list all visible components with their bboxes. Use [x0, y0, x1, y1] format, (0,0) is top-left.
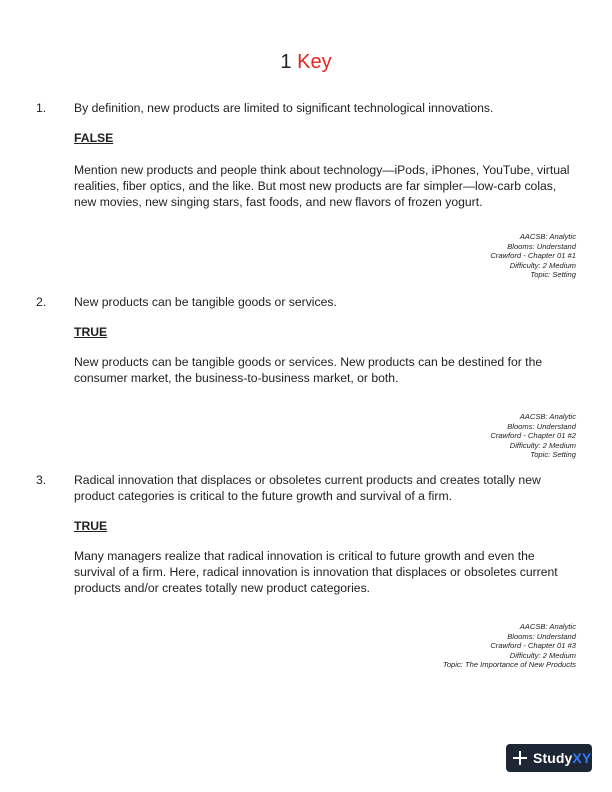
meta-topic: Topic: Setting [530, 270, 576, 280]
question-metadata [490, 232, 576, 280]
question-stem: New products can be tangible goods or services. [74, 295, 337, 309]
explanation: Many managers realize that radical innovation is critical to future growth and even the survival of a firm. Here, radical innovation is innovation that displaces or obsoletes current products and/or creates totally new product categories. [74, 549, 558, 595]
title-number: 1 [280, 51, 292, 73]
brand-part-2: XY [572, 750, 592, 766]
page-title [0, 50, 612, 74]
meta-source: Crawford - Chapter 01 #2 [490, 431, 576, 441]
brand-name [533, 750, 591, 766]
meta-aacsb: AACSB: Analytic [519, 232, 576, 241]
meta-source: Crawford - Chapter 01 #3 [490, 641, 576, 651]
meta-aacsb: AACSB: Analytic [519, 622, 576, 631]
studyxy-badge[interactable] [506, 744, 592, 772]
question-metadata [443, 622, 576, 670]
question-stem: Radical innovation that displaces or obsoletes current products and creates totally new product categories is critical to the future growth and survival of a firm. [74, 473, 541, 503]
meta-difficulty: Difficulty: 2 Medium [509, 650, 576, 660]
meta-topic: Topic: The Importance of New Products [442, 660, 576, 670]
plus-icon [513, 751, 527, 765]
brand-part-1: Study [533, 750, 573, 766]
answer-label: FALSE [74, 131, 114, 145]
meta-blooms: Blooms: Understand [507, 631, 576, 641]
explanation: New products can be tangible goods or services. New products can be destined for the consumer market, the business-to-business market, or both. [74, 355, 543, 385]
question-number: 1. [36, 101, 47, 115]
title-key: Key [297, 51, 332, 73]
answer-label: TRUE [74, 325, 108, 339]
explanation: Mention new products and people think about technology—iPods, iPhones, YouTube, virtual realities, fiber optics, and the like. But most new products are far simpler—low-carb colas, new movies, new singing stars, fast foods, and new flavors of frozen yogurt. [74, 163, 570, 209]
answer-label: TRUE [74, 519, 108, 533]
meta-aacsb: AACSB: Analytic [519, 412, 576, 421]
question-metadata [490, 412, 576, 460]
question-stem: By definition, new products are limited to significant technological innovations. [74, 101, 494, 115]
question-number: 3. [36, 473, 47, 487]
meta-difficulty: Difficulty: 2 Medium [509, 260, 576, 270]
meta-blooms: Blooms: Understand [507, 421, 576, 431]
meta-difficulty: Difficulty: 2 Medium [509, 440, 576, 450]
meta-topic: Topic: Setting [530, 450, 576, 460]
meta-blooms: Blooms: Understand [507, 241, 576, 251]
question-number: 2. [36, 295, 47, 309]
meta-source: Crawford - Chapter 01 #1 [490, 251, 576, 261]
